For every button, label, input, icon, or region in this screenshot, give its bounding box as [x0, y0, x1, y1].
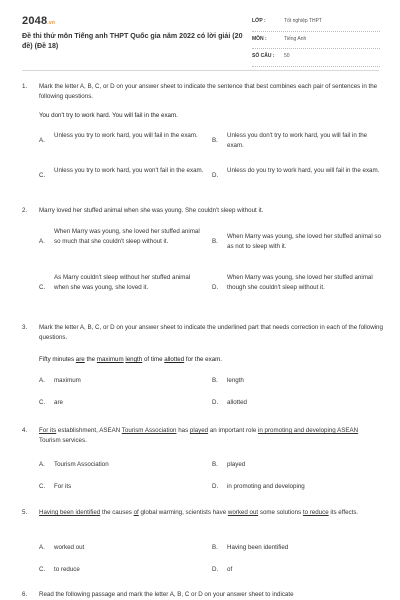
meta-key: MÔN :	[252, 35, 267, 42]
page-header	[0, 0, 400, 68]
underlined-part: allotted	[164, 356, 185, 363]
option-letter: A.	[39, 461, 45, 468]
question-number: 1.	[22, 83, 28, 90]
option-letter: D.	[212, 399, 219, 406]
meta-value: Tốt nghiệp THPT	[284, 18, 322, 24]
question-sentence	[39, 508, 374, 518]
option-text: Unless you don't try to work hard, you will fail in the exam.	[227, 132, 368, 149]
meta-value: Tiếng Anh	[284, 35, 307, 42]
option-letter: C.	[39, 483, 46, 490]
logo-suffix: .vn	[47, 20, 56, 26]
option-text: Unless you try to work hard, you will fail in the exam.	[54, 132, 198, 139]
meta-row-count	[252, 49, 380, 67]
logo-main: 2048	[22, 15, 48, 27]
option-text: Unless do you try to work hard, you will fail in the exam.	[227, 167, 380, 174]
meta-row-class	[252, 14, 380, 32]
meta-row-subject	[252, 32, 380, 50]
underlined-part: played	[189, 427, 209, 434]
stem-text: of time	[142, 356, 165, 363]
question-number: 6.	[22, 591, 28, 598]
underlined-part: maximum	[96, 356, 124, 363]
sentence-text: its effects.	[328, 509, 359, 516]
option-letter: C.	[39, 284, 46, 291]
underlined-part: worked out	[227, 509, 259, 516]
option-text: Unless you try to work hard, you won't fail in the exam.	[54, 167, 204, 174]
option-text: For its	[54, 483, 72, 490]
underlined-part: to reduce	[302, 509, 329, 516]
option-text: Tourism Association	[54, 461, 109, 468]
meta-value: 50	[284, 53, 290, 59]
option-letter: B.	[212, 238, 218, 245]
sentence-text: global warming, scientists have	[138, 509, 228, 516]
question-instruction: Marry loved her stuffed animal when she was young. She couldn't sleep without it.	[39, 207, 264, 214]
option-letter: B.	[212, 544, 218, 551]
option-text: to reduce	[54, 566, 80, 573]
question-number: 4.	[22, 427, 28, 434]
option-letter: B.	[212, 461, 218, 468]
stem-text: the	[84, 356, 97, 363]
underlined-part: length	[125, 356, 143, 363]
option-letter: D.	[212, 483, 219, 490]
option-text: When Marry was young, she loved her stuffed animal so much that she couldn't sleep without it.	[54, 228, 200, 245]
option-text: When Marry was young, she loved her stuffed animal though she couldn't sleep without it.	[227, 274, 373, 291]
underlined-part: are	[75, 356, 85, 363]
sentence-text: establishment, ASEAN	[56, 427, 122, 434]
meta-key: LỚP :	[252, 18, 266, 24]
question-number: 5.	[22, 509, 28, 516]
question-instruction: Mark the letter A, B, C, or D on your answer sheet to indicate the sentence that best combines each pair of sentences in the following questions.	[39, 83, 378, 100]
sentence-text: some solutions	[258, 509, 303, 516]
question-sentence	[39, 426, 374, 446]
option-letter: A.	[39, 137, 45, 144]
underlined-part: Tourism Association	[121, 427, 177, 434]
option-text: length	[227, 377, 244, 384]
option-letter: D.	[212, 172, 219, 179]
question-instruction: Read the following passage and mark the letter A, B, C or D on your answer sheet to indicate	[39, 591, 294, 598]
stem-text: for the exam.	[184, 356, 223, 363]
option-letter: D.	[212, 284, 219, 291]
option-text: maximum	[54, 377, 81, 384]
option-text: worked out	[54, 544, 85, 551]
question-stem: You don't try to work hard. You will fail in the exam.	[39, 112, 178, 119]
option-letter: D.	[212, 566, 219, 573]
option-letter: A.	[39, 238, 45, 245]
option-letter: C.	[39, 399, 46, 406]
option-letter: B.	[212, 137, 218, 144]
question-number: 2.	[22, 207, 28, 214]
underlined-part: of	[133, 509, 139, 516]
option-letter: A.	[39, 544, 45, 551]
option-text: in promoting and developing	[227, 483, 305, 490]
meta-key: SỐ CÂU :	[252, 53, 275, 59]
option-text: of	[227, 566, 233, 573]
option-letter: C.	[39, 566, 46, 573]
option-text: are	[54, 399, 63, 406]
sentence-text: Tourism services.	[39, 437, 87, 444]
option-letter: A.	[39, 377, 45, 384]
exam-meta	[252, 14, 380, 67]
sentence-text: an important role	[208, 427, 258, 434]
option-letter: B.	[212, 377, 218, 384]
option-text: When Marry was young, she loved her stuffed animal so as not to sleep with it.	[227, 233, 381, 250]
question-stem	[39, 355, 222, 365]
stem-text: Fifty minutes	[39, 356, 76, 363]
underlined-part: For its	[39, 427, 57, 434]
site-logo[interactable]	[22, 15, 55, 27]
question-number: 3.	[22, 324, 28, 331]
option-text: As Marry couldn't sleep without her stuffed animal when she was young, she loved it.	[54, 274, 191, 291]
question-instruction: Mark the letter A, B, C, or D on your answer sheet to indicate the underlined part that needs correction in each of the following questions.	[39, 324, 383, 341]
option-text: played	[227, 461, 246, 468]
option-text: allotted	[227, 399, 247, 406]
sentence-text: the causes	[100, 509, 134, 516]
underlined-part: Having been identified	[39, 509, 101, 516]
option-text: Having been identified	[227, 544, 289, 551]
option-letter: C.	[39, 172, 46, 179]
sentence-text: has	[176, 427, 190, 434]
underlined-part: in promoting and developing ASEAN	[258, 427, 359, 434]
exam-title: Đề thi thử môn Tiếng anh THPT Quốc gia năm 2022 có lời giải (20 đề) (Đề 18)	[22, 32, 243, 50]
header-divider	[22, 70, 379, 71]
